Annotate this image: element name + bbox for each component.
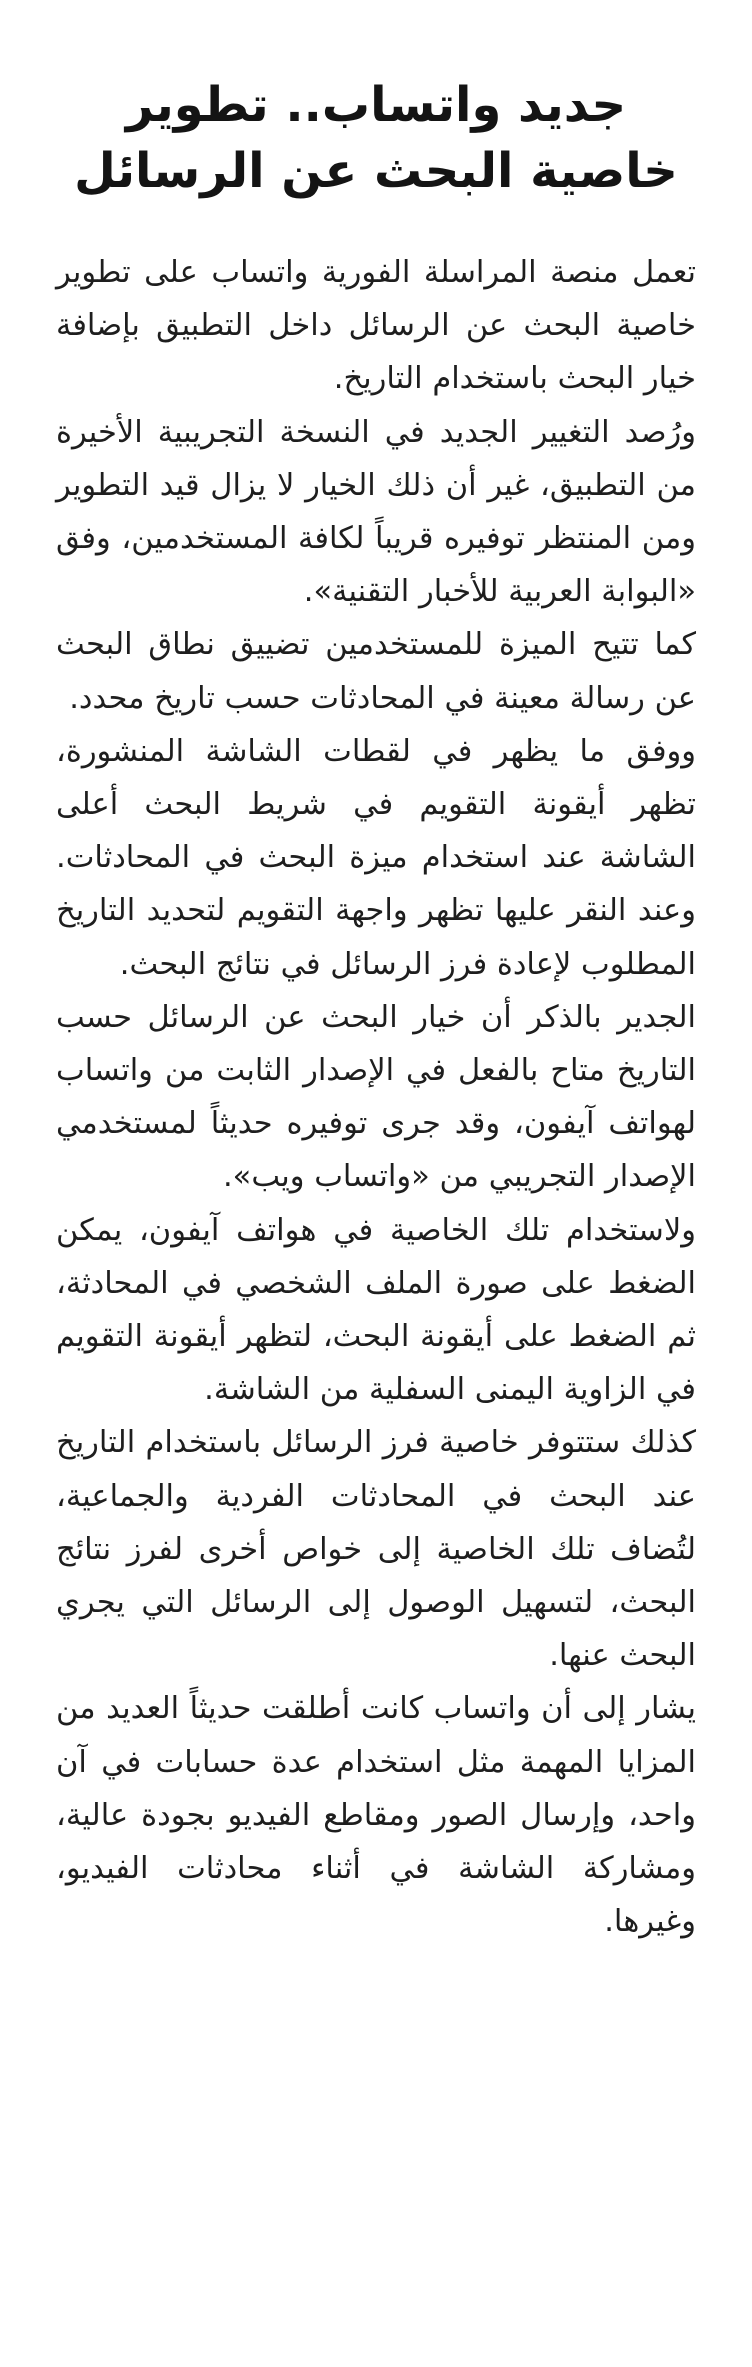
headline-line-2: خاصية البحث عن الرسائل <box>74 143 678 199</box>
paragraph-2: ورُصد التغيير الجديد في النسخة التجريبية الأخيرة من التطبيق، غير أن ذلك الخيار لا يزال قيد التطوير ومن المنتظر توفيره قريباً لكافة المستخدمين، وفق «البوابة العربية للأخبار التقنية». <box>56 414 696 610</box>
paragraph-8: يشار إلى أن واتساب كانت أطلقت حديثاً العديد من المزايا المهمة مثل استخدام عدة حسابات في آن واحد، وإرسال الصور ومقاطع الفيديو بجودة عالية، ومشاركة الشاشة في أثناء محادثات الفيديو، وغيرها. <box>56 1691 696 1940</box>
paragraph-5: الجدير بالذكر أن خيار البحث عن الرسائل حسب التاريخ متاح بالفعل في الإصدار الثابت من واتساب لهواتف آيفون، وقد جرى توفيره حديثاً لمستخدمي الإصدار التجريبي من «واتساب ويب». <box>56 999 696 1195</box>
headline-line-1: جديد واتساب.. تطوير <box>125 77 627 133</box>
paragraph-6: ولاستخدام تلك الخاصية في هواتف آيفون، يمكن الضغط على صورة الملف الشخصي في المحادثة، ثم الضغط على أيقونة البحث، لتظهر أيقونة التقويم في الزاوية اليمنى السفلية من الشاشة. <box>56 1212 696 1408</box>
article-body <box>56 246 696 1949</box>
paragraph-1: تعمل منصة المراسلة الفورية واتساب على تطوير خاصية البحث عن الرسائل داخل التطبيق بإضافة خيار البحث باستخدام التاريخ. <box>56 255 696 397</box>
paragraph-4: ووفق ما يظهر في لقطات الشاشة المنشورة، تظهر أيقونة التقويم في شريط البحث أعلى الشاشة عند استخدام ميزة البحث في المحادثات. وعند النقر عليها تظهر واجهة التقويم لتحديد التاريخ المطلوب لإعادة فرز الرسائل في نتائج البحث. <box>56 733 696 982</box>
paragraph-3: كما تتيح الميزة للمستخدمين تضييق نطاق البحث عن رسالة معينة في المحادثات حسب تاريخ محدد. <box>56 627 696 716</box>
paragraph-7: كذلك ستتوفر خاصية فرز الرسائل باستخدام التاريخ عند البحث في المحادثات الفردية والجماعية، لتُضاف تلك الخاصية إلى خواص أخرى لفرز نتائج البحث، لتسهيل الوصول إلى الرسائل التي يجري البحث عنها. <box>56 1425 696 1674</box>
article-headline <box>56 72 696 204</box>
